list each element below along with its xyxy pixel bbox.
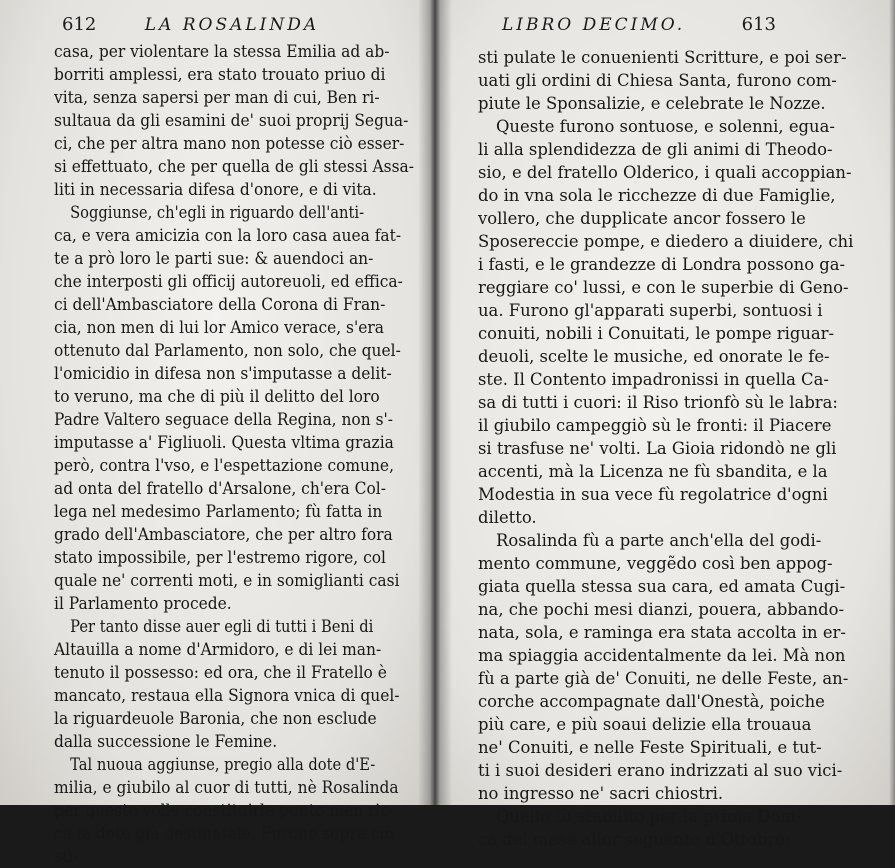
left-text-line: la riguardeuole Baronia, che non esclude bbox=[54, 709, 377, 728]
left-text-line: lega nel medesimo Parlamento; fù fatta in bbox=[54, 502, 383, 521]
right-text-line: corche accompagnate dall'Onestà, poiche bbox=[478, 692, 825, 711]
left-text-line: quale ne' correnti moti, e in somiglianti casi bbox=[54, 571, 400, 590]
left-folio: 612 bbox=[62, 14, 97, 35]
left-text-line: stato impossibile, per l'estremo rigore, col bbox=[54, 548, 386, 567]
right-text-line: sa di tutti i cuori: il Riso trionfò sù le labra: bbox=[478, 393, 838, 412]
left-text-line: ottenuto dal Parlamento, non solo, che quel- bbox=[54, 341, 401, 360]
left-text-line: Soggiunse, ch'egli in riguardo dell'anti- bbox=[70, 203, 365, 222]
left-text-line: l'omicidio in difesa non s'imputasse a delit- bbox=[54, 364, 392, 383]
right-text-line: ste. Il Contento impadronissi in quella Ca- bbox=[478, 370, 829, 389]
right-text-line: nata, sola, e raminga era stata accolta in er- bbox=[478, 623, 846, 642]
left-text-line: mancato, restaua ella Signora vnica di quel- bbox=[54, 686, 400, 705]
right-page-edge bbox=[889, 0, 895, 805]
left-text-line: casa, per violentare la stessa Emilia ad ab- bbox=[54, 42, 390, 61]
right-text-line: ti i suoi desideri erano indrizzati al suo vici- bbox=[478, 761, 843, 780]
left-text-line: sti- bbox=[54, 847, 79, 866]
right-text-line: più care, e più soaui delizie ella trouaua bbox=[478, 715, 812, 734]
right-text-line: deuoli, scelte le musiche, ed onorate le fe- bbox=[478, 347, 830, 366]
right-text-line: diletto. bbox=[478, 508, 537, 527]
right-text-line: Queste furono sontuose, e solenni, egua- bbox=[496, 117, 835, 136]
right-text-line: do in vna sola le ricchezze di due Famiglie, bbox=[478, 186, 836, 205]
left-text-line: si effettuato, che per quella de gli stessi Assa- bbox=[54, 157, 414, 176]
left-text-line: il Parlamento procede. bbox=[54, 594, 232, 613]
right-folio: 613 bbox=[741, 14, 776, 35]
right-text-line: i fasti, e le grandezze di Londra possono ga- bbox=[478, 255, 846, 274]
right-text-line: Rosalinda fù a parte anch'ella del godi- bbox=[496, 531, 822, 550]
right-text-line: sio, e del fratello Olderico, i quali accoppian- bbox=[478, 163, 852, 182]
right-text-line: mento commune, veggẽdo così ben appog- bbox=[478, 554, 833, 573]
left-text-line: liti in necessaria difesa d'onore, e di vita. bbox=[54, 180, 377, 199]
right-text-line: fù a parte già de' Conuiti, ne delle Feste, an- bbox=[478, 669, 849, 688]
left-running-head bbox=[62, 14, 319, 38]
left-page bbox=[0, 0, 432, 866]
left-text-line: ad onta del fratello d'Arsalone, ch'era Col- bbox=[54, 479, 386, 498]
left-text-line: imputasse a' Figliuoli. Questa vltima grazia bbox=[54, 433, 394, 452]
left-text-line: cia, non men di lui lor Amico verace, s'era bbox=[54, 318, 384, 337]
right-text-line: il giubilo campeggiò sù le fronti: il Piacere bbox=[478, 416, 832, 435]
left-text-block bbox=[54, 40, 436, 868]
right-running-head bbox=[502, 14, 776, 38]
right-text-line: giata quella stessa sua cara, ed amata Cugi- bbox=[478, 577, 846, 596]
right-text-line: li alla splendidezza de gli animi di Theodo- bbox=[478, 140, 833, 159]
right-text-line: Quello fù stabilito per la prima Dom- bbox=[496, 807, 802, 826]
left-text-line: per questo volle constituirle punto men ric- bbox=[54, 801, 395, 820]
left-text-line: Per tanto disse auer egli di tutti i Beni di bbox=[70, 617, 374, 636]
right-text-line: na, che pochi mesi dianzi, pouera, abbando- bbox=[478, 600, 845, 619]
right-text-line: ua. Furono gl'apparati superbi, sontuosi i bbox=[478, 301, 823, 320]
right-text-line: si trasfuse ne' volti. La Gioia ridondò ne gli bbox=[478, 439, 837, 458]
left-text-line: tenuto il possesso: ed ora, che il Fratello è bbox=[54, 663, 387, 682]
left-text-line: però, contra l'vso, e l'espettazione comune, bbox=[54, 456, 394, 475]
left-text-line: Altauilla a nome d'Armidoro, e di lei man- bbox=[54, 640, 382, 659]
right-text-line: ca del mese allor seguente d'Ottobre; bbox=[478, 830, 791, 849]
right-text-block bbox=[478, 46, 853, 851]
right-text-line: no ingresso ne' sacri chiostri. bbox=[478, 784, 724, 803]
right-text-line: sti pulate le conuenienti Scritture, e poi ser- bbox=[478, 48, 847, 67]
left-text-line: grado dell'Ambasciatore, che per altro fora bbox=[54, 525, 393, 544]
right-running-title: LIBRO DECIMO. bbox=[502, 15, 686, 35]
left-text-line: Padre Valtero seguace della Regina, non s'- bbox=[54, 410, 393, 429]
left-text-line: vita, senza sapersi per man di cui, Ben ri- bbox=[54, 88, 380, 107]
book-gutter bbox=[418, 0, 452, 805]
left-text-line: dalla successione le Femine. bbox=[54, 732, 278, 751]
left-text-line: ci dell'Ambasciatore della Corona di Fran- bbox=[54, 295, 386, 314]
right-page bbox=[440, 0, 895, 849]
left-text-line: sultaua da gli esamini de' suoi proprij Segua- bbox=[54, 111, 409, 130]
right-text-line: accenti, mà la Licenza ne fù sbandita, e la bbox=[478, 462, 828, 481]
left-text-line: che interposti gli officij autoreuoli, ed effica- bbox=[54, 272, 403, 291]
right-text-line: Modestia in sua vece fù regolatrice d'ogni bbox=[478, 485, 828, 504]
left-text-line: Tal nuoua aggiunse, pregio alla dote d'E- bbox=[70, 755, 376, 774]
right-text-line: vollero, che dupplicate ancor fossero le bbox=[478, 209, 806, 228]
right-text-line: ma spiaggia accidentalmente da lei. Mà non bbox=[478, 646, 846, 665]
left-text-line: ca, e vera amicizia con la loro casa auea fat- bbox=[54, 226, 402, 245]
left-text-line: milia, e giubilo al cuor di tutti, nè Rosalinda bbox=[54, 778, 399, 797]
right-text-line: uati gli ordini di Chiesa Santa, furono com- bbox=[478, 71, 837, 90]
left-text-line: ca la dote già destinatale, Furono sopra ciò bbox=[54, 824, 394, 843]
left-text-line: borriti amplessi, era stato trouato priuo di bbox=[54, 65, 386, 84]
left-running-title: LA ROSALINDA bbox=[144, 15, 320, 35]
left-text-line: to veruno, ma che di più il delitto del loro bbox=[54, 387, 380, 406]
right-text-line: ne' Conuiti, e nelle Feste Spirituali, e tut- bbox=[478, 738, 822, 757]
right-text-line: conuiti, nobili i Conuitati, le pompe riguar- bbox=[478, 324, 835, 343]
left-text-line: ci, che per altra mano non potesse ciò esser- bbox=[54, 134, 405, 153]
right-text-line: reggiare co' lussi, e con le superbie di Geno- bbox=[478, 278, 849, 297]
left-text-line: te a prò loro le parti sue: & auendoci an- bbox=[54, 249, 374, 268]
right-text-line: Sposereccie pompe, e diedero a diuidere, chi bbox=[478, 232, 854, 251]
right-text-line: piute le Sponsalizie, e celebrate le Nozze. bbox=[478, 94, 826, 113]
